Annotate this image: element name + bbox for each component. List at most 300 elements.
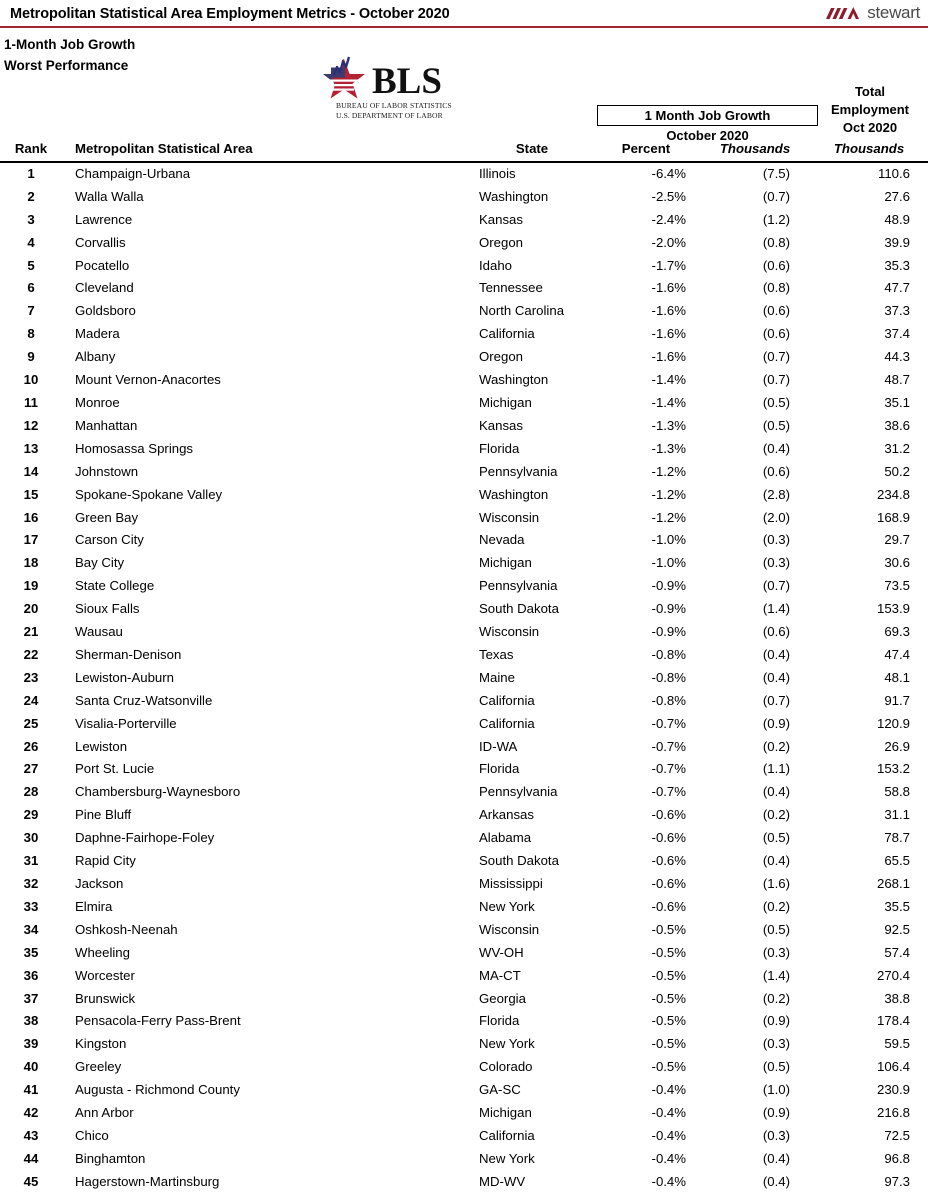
column-header-msa[interactable]: Metropolitan Statistical Area — [75, 141, 253, 156]
cell-rank: 2 — [27, 188, 35, 204]
cell-thousands: (0.5) — [762, 394, 790, 410]
cell-percent: -1.3% — [651, 440, 686, 456]
cell-state: Washington — [479, 486, 549, 502]
stewart-logo — [826, 3, 920, 23]
cell-percent: -0.5% — [651, 1013, 686, 1029]
cell-percent: -0.4% — [651, 1150, 686, 1166]
cell-thousands: (0.7) — [762, 372, 790, 388]
cell-state: Idaho — [479, 257, 513, 273]
table-row[interactable] — [0, 529, 928, 552]
cell-msa: Chico — [75, 1127, 109, 1143]
table-row[interactable] — [0, 1010, 928, 1033]
cell-msa: State College — [75, 578, 155, 594]
cell-msa: Monroe — [75, 394, 120, 410]
cell-rank: 18 — [23, 555, 39, 571]
cell-rank: 24 — [23, 692, 39, 708]
cell-state: California — [479, 326, 535, 342]
cell-thousands: (0.8) — [762, 280, 790, 296]
bls-star-icon — [320, 55, 368, 99]
cell-rank: 33 — [23, 898, 39, 914]
cell-rank: 12 — [23, 417, 39, 433]
cell-rank: 26 — [23, 738, 39, 754]
cell-percent: -0.6% — [651, 898, 686, 914]
cell-thousands: (0.6) — [762, 303, 790, 319]
cell-rank: 8 — [27, 326, 35, 342]
table-row[interactable] — [0, 667, 928, 690]
cell-msa: Pensacola-Ferry Pass-Brent — [75, 1013, 241, 1029]
cell-thousands: (0.7) — [762, 349, 790, 365]
cell-total-employment: 44.3 — [884, 349, 910, 365]
table-row[interactable] — [0, 942, 928, 965]
cell-thousands: (0.6) — [762, 257, 790, 273]
cell-total-employment: 120.9 — [876, 715, 910, 731]
cell-state: Nevada — [479, 532, 525, 548]
cell-total-employment: 57.4 — [884, 944, 910, 960]
cell-rank: 25 — [23, 715, 39, 731]
cell-msa: Albany — [75, 349, 116, 365]
table-row[interactable] — [0, 186, 928, 209]
cell-msa: Cleveland — [75, 280, 134, 296]
cell-total-employment: 72.5 — [884, 1127, 910, 1143]
column-header-rank[interactable]: Rank — [14, 141, 48, 156]
table-body — [0, 162, 928, 1194]
cell-percent: -0.4% — [651, 1127, 686, 1143]
cell-total-employment: 48.7 — [884, 372, 910, 388]
cell-percent: -0.5% — [651, 1036, 686, 1052]
cell-thousands: (0.4) — [762, 669, 790, 685]
cell-total-employment: 58.8 — [884, 784, 910, 800]
table-header-row — [0, 138, 928, 162]
cell-total-employment: 65.5 — [884, 853, 910, 869]
table-row[interactable] — [0, 690, 928, 713]
cell-total-employment: 110.6 — [877, 165, 910, 181]
cell-total-employment: 48.9 — [884, 211, 910, 227]
cell-state: Washington — [479, 188, 549, 204]
table-row[interactable] — [0, 415, 928, 438]
cell-total-employment: 38.8 — [884, 990, 910, 1006]
cell-thousands: (0.9) — [762, 1105, 790, 1121]
cell-rank: 1 — [27, 165, 35, 181]
cell-state: MD-WV — [479, 1173, 526, 1189]
table-row[interactable] — [0, 300, 928, 323]
cell-thousands: (0.7) — [762, 188, 790, 204]
cell-total-employment: 30.6 — [884, 555, 910, 571]
cell-percent: -0.7% — [651, 715, 686, 731]
cell-total-employment: 91.7 — [884, 692, 910, 708]
cell-state: Florida — [479, 1013, 520, 1029]
cell-msa: Santa Cruz-Watsonville — [75, 692, 213, 708]
cell-msa: Spokane-Spokane Valley — [75, 486, 223, 502]
cell-rank: 5 — [27, 257, 35, 273]
table-row[interactable] — [0, 209, 928, 232]
cell-msa: Worcester — [75, 967, 135, 983]
cell-percent: -0.7% — [651, 784, 686, 800]
cell-percent: -0.9% — [651, 601, 686, 617]
cell-thousands: (0.4) — [762, 440, 790, 456]
cell-total-employment: 39.9 — [884, 234, 910, 250]
cell-rank: 30 — [23, 830, 39, 846]
cell-percent: -0.8% — [651, 669, 686, 685]
table-row[interactable] — [0, 255, 928, 278]
table-row[interactable] — [0, 552, 928, 575]
table-row[interactable] — [0, 896, 928, 919]
cell-percent: -0.9% — [651, 578, 686, 594]
cell-state: New York — [479, 1036, 535, 1052]
table-row[interactable] — [0, 713, 928, 736]
cell-thousands: (1.4) — [762, 967, 790, 983]
cell-state: Florida — [479, 440, 520, 456]
cell-rank: 23 — [23, 669, 39, 685]
cell-state: California — [479, 715, 535, 731]
table-row[interactable] — [0, 346, 928, 369]
cell-total-employment: 153.9 — [876, 601, 910, 617]
table-row[interactable] — [0, 1148, 928, 1171]
cell-state: North Carolina — [479, 303, 565, 319]
bls-logo-top — [320, 56, 470, 100]
cell-rank: 15 — [23, 486, 39, 502]
cell-state: Michigan — [479, 1105, 532, 1121]
cell-rank: 29 — [23, 807, 39, 823]
cell-rank: 7 — [27, 303, 35, 319]
cell-percent: -6.4% — [651, 165, 686, 181]
bls-logo — [320, 56, 470, 120]
cell-percent: -1.6% — [651, 280, 686, 296]
cell-percent: -0.5% — [651, 944, 686, 960]
cell-percent: -0.8% — [651, 646, 686, 662]
cell-thousands: (0.4) — [762, 853, 790, 869]
table-row[interactable] — [0, 1102, 928, 1125]
column-header-percent[interactable]: Percent — [621, 141, 671, 156]
table-row[interactable] — [0, 965, 928, 988]
cell-thousands: (1.6) — [762, 876, 790, 891]
cell-thousands: (0.5) — [762, 921, 790, 937]
cell-msa: Oshkosh-Neenah — [75, 921, 178, 937]
table-row[interactable] — [0, 827, 928, 850]
cell-state: Kansas — [479, 417, 523, 433]
cell-total-employment: 35.5 — [884, 898, 910, 914]
table-row[interactable] — [0, 850, 928, 873]
cell-thousands: (1.0) — [762, 1082, 790, 1098]
cell-total-employment: 27.6 — [884, 188, 910, 204]
bls-letters: BLS — [372, 61, 442, 102]
cell-msa: Jackson — [75, 876, 124, 891]
cell-rank: 20 — [23, 601, 39, 617]
table-header — [0, 138, 928, 162]
cell-thousands: (0.2) — [762, 898, 790, 914]
cell-total-employment: 234.8 — [876, 486, 910, 502]
cell-state: Michigan — [479, 394, 532, 410]
table-row[interactable] — [0, 392, 928, 415]
cell-msa: Hagerstown-Martinsburg — [75, 1173, 220, 1189]
cell-total-employment: 37.4 — [884, 326, 910, 342]
cell-rank: 41 — [23, 1082, 39, 1098]
cell-msa: Madera — [75, 326, 120, 342]
cell-msa: Elmira — [75, 898, 113, 914]
cell-total-employment: 230.9 — [876, 1082, 910, 1098]
cell-rank: 32 — [23, 876, 39, 891]
cell-rank: 27 — [23, 761, 39, 777]
cell-percent: -1.0% — [651, 532, 686, 548]
cell-state: Oregon — [479, 349, 523, 365]
cell-total-employment: 37.3 — [884, 303, 910, 319]
table-row[interactable] — [0, 598, 928, 621]
table-row[interactable] — [0, 232, 928, 255]
table-row[interactable] — [0, 804, 928, 827]
cell-msa: Green Bay — [75, 509, 139, 525]
cell-msa: Binghamton — [75, 1150, 146, 1166]
cell-state: South Dakota — [479, 601, 559, 617]
table-row[interactable] — [0, 988, 928, 1011]
table-row[interactable] — [0, 277, 928, 300]
cell-rank: 44 — [23, 1150, 39, 1166]
cell-total-employment: 47.7 — [884, 280, 910, 296]
table-row[interactable] — [0, 461, 928, 484]
subtitle-line-1: 1-Month Job Growth — [4, 37, 136, 52]
cell-thousands: (0.3) — [762, 555, 790, 571]
cell-state: Tennessee — [479, 280, 543, 296]
cell-rank: 16 — [23, 509, 39, 525]
table-row[interactable] — [0, 438, 928, 461]
cell-state: South Dakota — [479, 853, 559, 869]
column-header-thousands[interactable]: Thousands — [719, 141, 791, 156]
cell-total-employment: 31.2 — [884, 440, 910, 456]
cell-state: New York — [479, 1150, 535, 1166]
cell-msa: Lawrence — [75, 211, 133, 227]
cell-total-employment: 178.4 — [876, 1013, 910, 1029]
cell-rank: 10 — [23, 372, 39, 388]
cell-percent: -0.9% — [651, 624, 686, 640]
table-row[interactable] — [0, 507, 928, 530]
cell-percent: -1.2% — [651, 486, 686, 502]
cell-state: MA-CT — [479, 967, 521, 983]
cell-percent: -0.6% — [651, 853, 686, 869]
cell-percent: -1.6% — [651, 303, 686, 319]
cell-total-employment: 96.8 — [884, 1150, 910, 1166]
cell-msa: Wheeling — [75, 944, 130, 960]
cell-percent: -0.6% — [651, 807, 686, 823]
cell-thousands: (0.6) — [762, 463, 790, 479]
bls-sub-line-2: U.S. DEPARTMENT OF LABOR — [336, 111, 443, 121]
cell-rank: 19 — [23, 578, 39, 594]
cell-percent: -1.6% — [651, 349, 686, 365]
page-title: Metropolitan Statistical Area Employment Metrics - October 2020 — [10, 6, 450, 22]
cell-rank: 31 — [23, 853, 39, 869]
cell-thousands: (0.3) — [762, 532, 790, 548]
table-row[interactable] — [0, 919, 928, 942]
cell-percent: -0.6% — [651, 876, 686, 891]
cell-percent: -1.2% — [651, 463, 686, 479]
cell-thousands: (0.7) — [762, 692, 790, 708]
cell-thousands: (0.3) — [762, 1127, 790, 1143]
cell-percent: -2.5% — [651, 188, 686, 204]
cell-msa: Carson City — [75, 532, 144, 548]
table-row[interactable] — [0, 1033, 928, 1056]
column-header-state[interactable]: State — [515, 141, 549, 156]
cell-percent: -1.2% — [651, 509, 686, 525]
cell-thousands: (1.1) — [762, 761, 790, 777]
cell-rank: 36 — [23, 967, 39, 983]
cell-thousands: (0.5) — [762, 417, 790, 433]
table-row[interactable] — [0, 873, 928, 896]
cell-msa: Lewiston — [75, 738, 128, 754]
table-row[interactable] — [0, 758, 928, 781]
cell-total-employment: 106.4 — [876, 1059, 910, 1075]
cell-msa: Visalia-Porterville — [75, 715, 177, 731]
employment-table-container — [0, 138, 928, 1194]
table-row[interactable] — [0, 484, 928, 507]
cell-state: Michigan — [479, 555, 532, 571]
cell-thousands: (0.5) — [762, 1059, 790, 1075]
cell-thousands: (0.2) — [762, 990, 790, 1006]
cell-rank: 42 — [23, 1105, 39, 1121]
cell-rank: 43 — [23, 1127, 39, 1143]
cell-state: Washington — [479, 372, 549, 388]
cell-msa: Mount Vernon-Anacortes — [75, 372, 221, 388]
cell-state: California — [479, 1127, 535, 1143]
table-row[interactable] — [0, 1171, 928, 1194]
cell-msa: Manhattan — [75, 417, 138, 433]
cell-thousands: (0.3) — [762, 1036, 790, 1052]
cell-thousands: (0.6) — [762, 624, 790, 640]
cell-total-employment: 97.3 — [884, 1173, 910, 1189]
subtitle-line-2: Worst Performance — [4, 58, 129, 73]
cell-rank: 14 — [23, 463, 39, 479]
cell-msa: Pine Bluff — [75, 807, 132, 823]
cell-percent: -1.7% — [651, 257, 686, 273]
cell-state: GA-SC — [479, 1082, 521, 1098]
job-growth-group-header — [597, 105, 818, 126]
cell-state: Georgia — [479, 990, 526, 1006]
cell-msa: Brunswick — [75, 990, 136, 1006]
cell-percent: -0.8% — [651, 692, 686, 708]
cell-msa: Port St. Lucie — [75, 761, 155, 777]
cell-total-employment: 50.2 — [884, 463, 910, 479]
table-row[interactable] — [0, 644, 928, 667]
table-row[interactable] — [0, 621, 928, 644]
cell-percent: -0.5% — [651, 990, 686, 1006]
cell-total-employment: 73.5 — [884, 578, 910, 594]
cell-thousands: (0.3) — [762, 944, 790, 960]
cell-total-employment: 59.5 — [884, 1036, 910, 1052]
cell-total-employment: 268.1 — [876, 876, 910, 891]
cell-msa: Lewiston-Auburn — [75, 669, 174, 685]
cell-total-employment: 69.3 — [884, 624, 910, 640]
cell-total-employment: 29.7 — [884, 532, 910, 548]
cell-msa: Pocatello — [75, 257, 130, 273]
cell-percent: -0.6% — [651, 830, 686, 846]
cell-rank: 28 — [23, 784, 39, 800]
cell-state: Pennsylvania — [479, 463, 558, 479]
cell-state: New York — [479, 898, 535, 914]
cell-msa: Johnstown — [75, 463, 139, 479]
cell-rank: 13 — [23, 440, 39, 456]
cell-rank: 6 — [27, 280, 35, 296]
cell-thousands: (0.4) — [762, 784, 790, 800]
cell-state: Mississippi — [479, 876, 543, 891]
cell-rank: 21 — [23, 624, 39, 640]
cell-state: California — [479, 692, 535, 708]
cell-msa: Champaign-Urbana — [75, 165, 191, 181]
cell-state: Illinois — [479, 165, 516, 181]
cell-rank: 40 — [23, 1059, 39, 1075]
cell-thousands: (0.8) — [762, 234, 790, 250]
cell-percent: -0.5% — [651, 967, 686, 983]
cell-msa: Homosassa Springs — [75, 440, 194, 456]
bls-sub-line-1: BUREAU OF LABOR STATISTICS — [336, 101, 452, 110]
table-row[interactable] — [0, 323, 928, 346]
cell-rank: 11 — [24, 394, 38, 410]
cell-thousands: (0.6) — [762, 326, 790, 342]
cell-thousands: (0.2) — [762, 807, 790, 823]
total-employment-line-2: Employment — [830, 102, 909, 117]
cell-msa: Corvallis — [75, 234, 126, 250]
cell-state: Pennsylvania — [479, 784, 558, 800]
cell-rank: 9 — [27, 349, 35, 365]
column-header-total-thousands[interactable]: Thousands — [833, 141, 905, 156]
cell-thousands: (0.4) — [762, 646, 790, 662]
cell-state: Pennsylvania — [479, 578, 558, 594]
cell-state: Wisconsin — [479, 624, 540, 640]
cell-state: Florida — [479, 761, 520, 777]
cell-percent: -0.5% — [651, 921, 686, 937]
cell-state: Arkansas — [479, 807, 534, 823]
table-row[interactable] — [0, 1079, 928, 1102]
cell-state: Wisconsin — [479, 921, 540, 937]
cell-thousands: (0.9) — [762, 1013, 790, 1029]
total-employment-date: Oct 2020 — [842, 120, 898, 135]
cell-rank: 34 — [23, 921, 39, 937]
cell-state: WV-OH — [479, 944, 524, 960]
table-row[interactable] — [0, 162, 928, 186]
table-row[interactable] — [0, 1125, 928, 1148]
stewart-wordmark: stewart — [867, 3, 920, 22]
cell-total-employment: 78.7 — [884, 830, 910, 846]
cell-total-employment: 38.6 — [884, 417, 910, 433]
cell-rank: 35 — [23, 944, 39, 960]
table-row[interactable] — [0, 575, 928, 598]
table-row[interactable] — [0, 1056, 928, 1079]
cell-percent: -0.5% — [651, 1059, 686, 1075]
cell-state: ID-WA — [479, 738, 518, 754]
cell-msa: Goldsboro — [75, 303, 136, 319]
cell-total-employment: 92.5 — [884, 921, 910, 937]
cell-msa: Sherman-Denison — [75, 646, 182, 662]
cell-total-employment: 31.1 — [884, 807, 910, 823]
table-row[interactable] — [0, 369, 928, 392]
cell-percent: -1.6% — [651, 326, 686, 342]
cell-msa: Rapid City — [75, 853, 136, 869]
cell-state: Colorado — [479, 1059, 533, 1075]
cell-msa: Kingston — [75, 1036, 127, 1052]
cell-msa: Chambersburg-Waynesboro — [75, 784, 241, 800]
employment-metrics-table — [0, 138, 928, 1194]
cell-total-employment: 153.2 — [876, 761, 910, 777]
table-row[interactable] — [0, 736, 928, 759]
table-row[interactable] — [0, 781, 928, 804]
cell-thousands: (0.9) — [762, 715, 790, 731]
cell-total-employment: 47.4 — [884, 646, 910, 662]
report-subtitle — [4, 34, 135, 76]
cell-total-employment: 35.3 — [884, 257, 910, 273]
cell-percent: -1.0% — [651, 555, 686, 571]
cell-total-employment: 216.8 — [876, 1105, 910, 1121]
cell-msa: Greeley — [75, 1059, 122, 1075]
cell-state: Kansas — [479, 211, 523, 227]
cell-rank: 17 — [23, 532, 39, 548]
cell-thousands: (1.2) — [762, 211, 790, 227]
cell-thousands: (0.4) — [762, 1173, 790, 1189]
cell-thousands: (0.7) — [762, 578, 790, 594]
